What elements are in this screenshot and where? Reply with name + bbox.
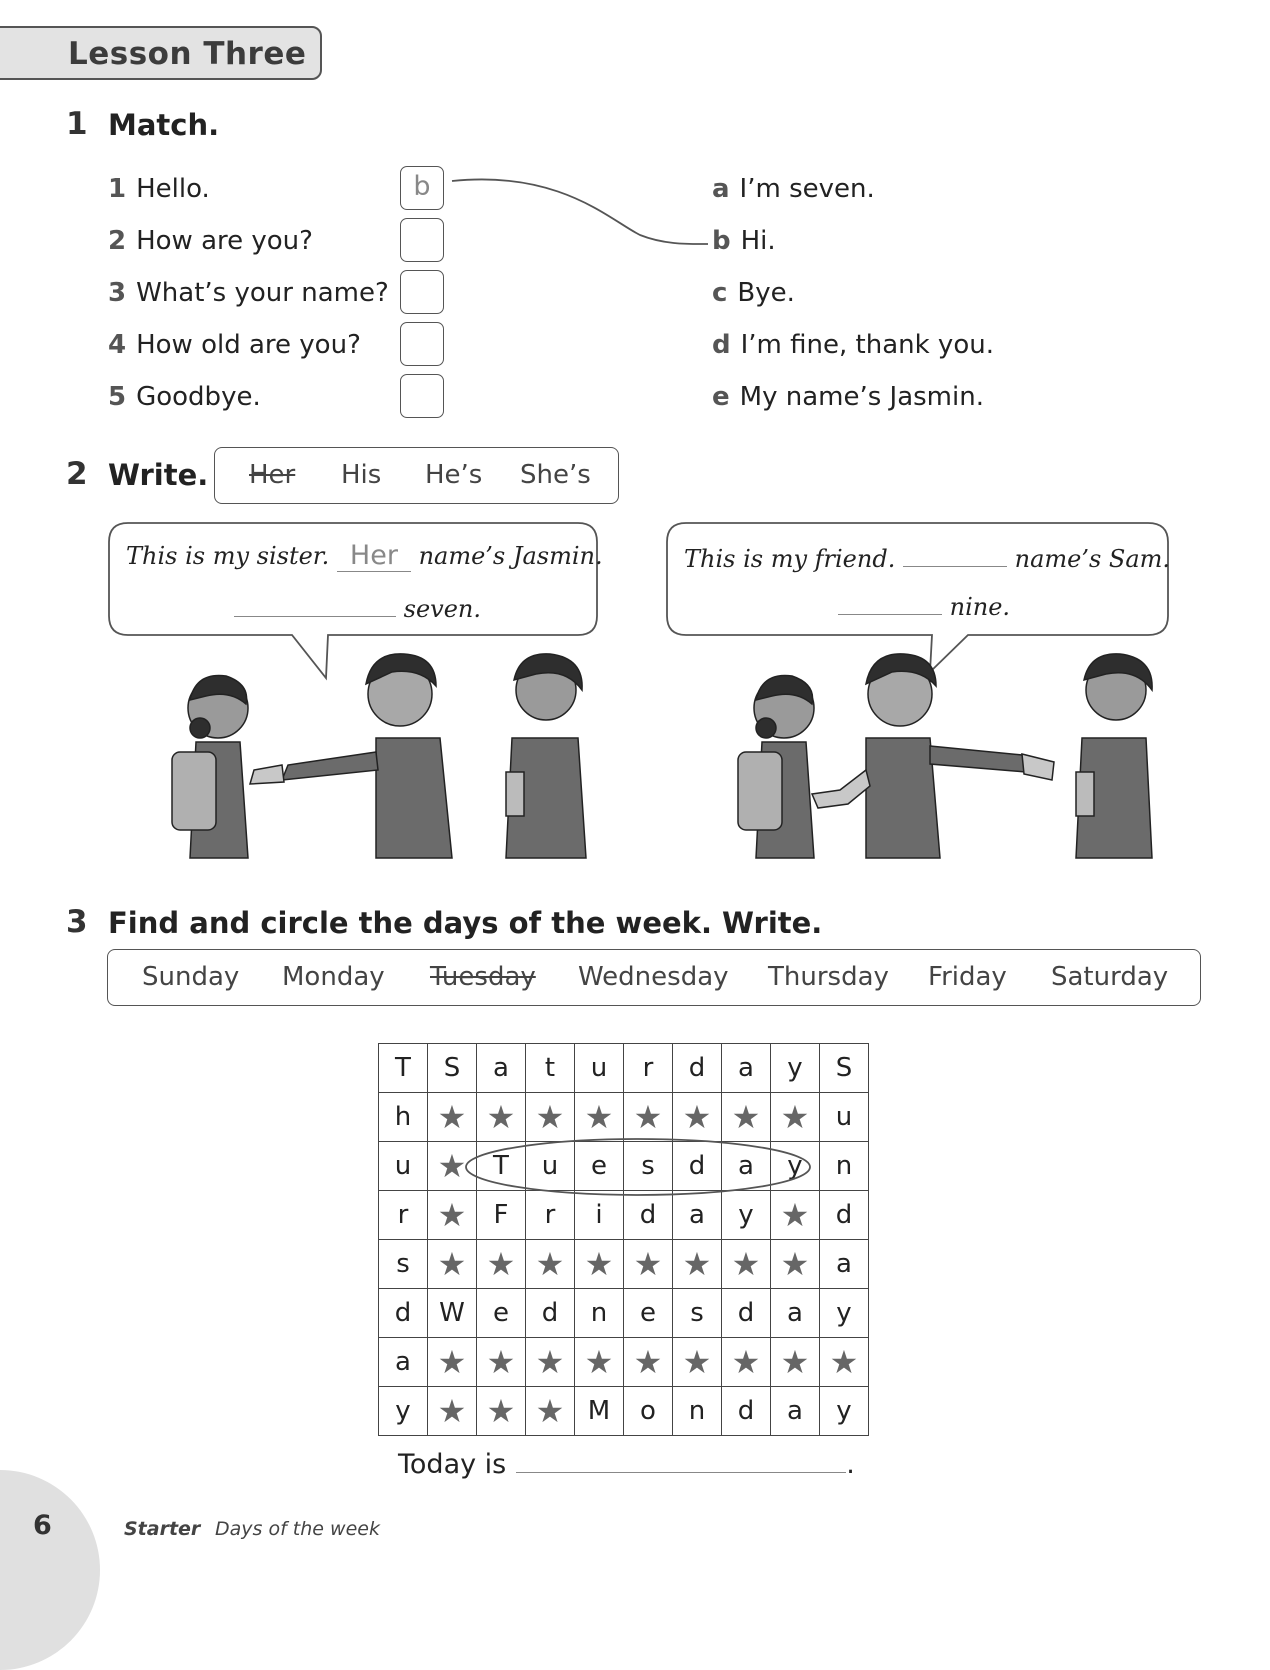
grid-letter[interactable]: d xyxy=(673,1142,722,1191)
grid-letter[interactable]: r xyxy=(379,1191,428,1240)
star-icon[interactable]: ★ xyxy=(771,1191,820,1240)
exercise2-title: Write. xyxy=(108,458,209,492)
question-1: 1 Hello. xyxy=(108,174,210,204)
question-4: 4 How old are you? xyxy=(108,330,361,360)
grid-letter[interactable]: o xyxy=(624,1387,673,1436)
bubble1-line2: seven. xyxy=(234,590,481,623)
grid-letter[interactable]: M xyxy=(575,1387,624,1436)
star-icon[interactable]: ★ xyxy=(526,1093,575,1142)
word-her-crossed: Her xyxy=(249,460,296,490)
grid-letter[interactable]: u xyxy=(379,1142,428,1191)
grid-letter[interactable]: a xyxy=(771,1387,820,1436)
grid-letter[interactable]: n xyxy=(820,1142,869,1191)
star-icon[interactable]: ★ xyxy=(428,1142,477,1191)
exercise3-number: 3 xyxy=(66,904,88,940)
grid-letter[interactable]: d xyxy=(379,1289,428,1338)
day-monday: Monday xyxy=(282,962,385,992)
grid-letter[interactable]: W xyxy=(428,1289,477,1338)
page-number: 6 xyxy=(33,1510,52,1541)
grid-letter[interactable]: n xyxy=(673,1387,722,1436)
grid-letter[interactable]: s xyxy=(624,1142,673,1191)
star-icon[interactable]: ★ xyxy=(428,1387,477,1436)
lesson-title: Lesson Three xyxy=(68,36,307,72)
star-icon[interactable]: ★ xyxy=(428,1240,477,1289)
exercise2-number: 2 xyxy=(66,456,88,492)
grid-letter[interactable]: i xyxy=(575,1191,624,1240)
grid-letter[interactable]: e xyxy=(575,1142,624,1191)
grid-letter[interactable]: y xyxy=(771,1142,820,1191)
exercise3-title: Find and circle the days of the week. Write. xyxy=(108,906,823,940)
question-5: 5 Goodbye. xyxy=(108,382,261,412)
grid-letter[interactable]: h xyxy=(379,1093,428,1142)
star-icon[interactable]: ★ xyxy=(575,1338,624,1387)
star-icon[interactable]: ★ xyxy=(428,1338,477,1387)
option-b: b Hi. xyxy=(712,226,776,256)
day-thursday: Thursday xyxy=(768,962,889,992)
star-icon[interactable]: ★ xyxy=(820,1338,869,1387)
grid-letter[interactable]: u xyxy=(820,1093,869,1142)
option-a: a I’m seven. xyxy=(712,174,875,204)
star-icon[interactable]: ★ xyxy=(428,1191,477,1240)
grid-letter[interactable]: y xyxy=(820,1289,869,1338)
star-icon[interactable]: ★ xyxy=(477,1093,526,1142)
grid-letter[interactable]: d xyxy=(673,1044,722,1093)
grid-letter[interactable]: d xyxy=(624,1191,673,1240)
star-icon[interactable]: ★ xyxy=(526,1387,575,1436)
bubble2-line2: nine. xyxy=(838,588,1010,621)
star-icon[interactable]: ★ xyxy=(477,1387,526,1436)
star-icon[interactable]: ★ xyxy=(477,1240,526,1289)
exercise1-number: 1 xyxy=(66,106,88,142)
star-icon[interactable]: ★ xyxy=(673,1093,722,1142)
star-icon[interactable]: ★ xyxy=(722,1093,771,1142)
grid-letter[interactable]: a xyxy=(771,1289,820,1338)
day-saturday: Saturday xyxy=(1051,962,1169,992)
grid-letter[interactable]: T xyxy=(379,1044,428,1093)
grid-letter[interactable]: d xyxy=(722,1289,771,1338)
star-icon[interactable]: ★ xyxy=(624,1093,673,1142)
star-icon[interactable]: ★ xyxy=(722,1240,771,1289)
exercise1-title: Match. xyxy=(108,108,220,142)
grid-letter[interactable]: y xyxy=(379,1387,428,1436)
word-his: His xyxy=(341,460,382,490)
word-shes: She’s xyxy=(520,460,591,490)
grid-letter[interactable]: r xyxy=(526,1191,575,1240)
grid-letter[interactable]: S xyxy=(428,1044,477,1093)
bubble1-answer[interactable]: Her xyxy=(337,540,411,572)
footer-unit: Starter xyxy=(124,1518,201,1540)
day-friday: Friday xyxy=(928,962,1007,992)
star-icon[interactable]: ★ xyxy=(428,1093,477,1142)
star-icon[interactable]: ★ xyxy=(771,1338,820,1387)
star-icon[interactable]: ★ xyxy=(722,1338,771,1387)
bubble2-line1: This is my friend. name’s Sam. xyxy=(684,540,1170,573)
grid-letter[interactable]: d xyxy=(526,1289,575,1338)
grid-letter[interactable]: s xyxy=(673,1289,722,1338)
star-icon[interactable]: ★ xyxy=(575,1240,624,1289)
grid-letter[interactable]: S xyxy=(820,1044,869,1093)
today-blank[interactable] xyxy=(516,1446,846,1473)
grid-letter[interactable]: t xyxy=(526,1044,575,1093)
star-icon[interactable]: ★ xyxy=(771,1093,820,1142)
star-icon[interactable]: ★ xyxy=(575,1093,624,1142)
star-icon[interactable]: ★ xyxy=(624,1240,673,1289)
grid-letter[interactable]: s xyxy=(379,1240,428,1289)
today-sentence: Today is . xyxy=(398,1446,855,1480)
day-tuesday-crossed: Tuesday xyxy=(430,962,536,992)
grid-letter[interactable]: a xyxy=(722,1044,771,1093)
grid-letter[interactable]: F xyxy=(477,1191,526,1240)
grid-letter[interactable]: d xyxy=(820,1191,869,1240)
star-icon[interactable]: ★ xyxy=(771,1240,820,1289)
grid-letter[interactable]: d xyxy=(722,1387,771,1436)
grid-letter[interactable]: a xyxy=(477,1044,526,1093)
star-icon[interactable]: ★ xyxy=(477,1338,526,1387)
grid-letter[interactable]: u xyxy=(575,1044,624,1093)
day-sunday: Sunday xyxy=(142,962,240,992)
answer-box-1[interactable]: b xyxy=(400,166,444,210)
grid-letter[interactable]: r xyxy=(624,1044,673,1093)
option-e: e My name’s Jasmin. xyxy=(712,382,984,412)
star-icon[interactable]: ★ xyxy=(673,1338,722,1387)
grid-letter[interactable]: a xyxy=(722,1142,771,1191)
star-icon[interactable]: ★ xyxy=(526,1338,575,1387)
star-icon[interactable]: ★ xyxy=(526,1240,575,1289)
grid-letter[interactable]: a xyxy=(379,1338,428,1387)
bubble1-line1: This is my sister. Her name’s Jasmin. xyxy=(126,540,603,571)
grid-letter[interactable]: y xyxy=(820,1387,869,1436)
question-3: 3 What’s your name? xyxy=(108,278,389,308)
option-c: c Bye. xyxy=(712,278,795,308)
question-2: 2 How are you? xyxy=(108,226,313,256)
grid-letter[interactable]: a xyxy=(673,1191,722,1240)
page-number-tab xyxy=(0,1470,100,1670)
grid-letter[interactable]: u xyxy=(526,1142,575,1191)
star-icon[interactable]: ★ xyxy=(624,1338,673,1387)
grid-letter[interactable]: e xyxy=(477,1289,526,1338)
grid-letter[interactable]: e xyxy=(624,1289,673,1338)
footer-topic: Days of the week xyxy=(215,1518,380,1540)
star-icon[interactable]: ★ xyxy=(673,1240,722,1289)
day-wednesday: Wednesday xyxy=(578,962,729,992)
word-hes: He’s xyxy=(425,460,483,490)
option-d: d I’m fine, thank you. xyxy=(712,330,994,360)
grid-letter[interactable]: n xyxy=(575,1289,624,1338)
grid-letter[interactable]: T xyxy=(477,1142,526,1191)
grid-letter[interactable]: a xyxy=(820,1240,869,1289)
grid-letter[interactable]: y xyxy=(722,1191,771,1240)
grid-letter[interactable]: y xyxy=(771,1044,820,1093)
